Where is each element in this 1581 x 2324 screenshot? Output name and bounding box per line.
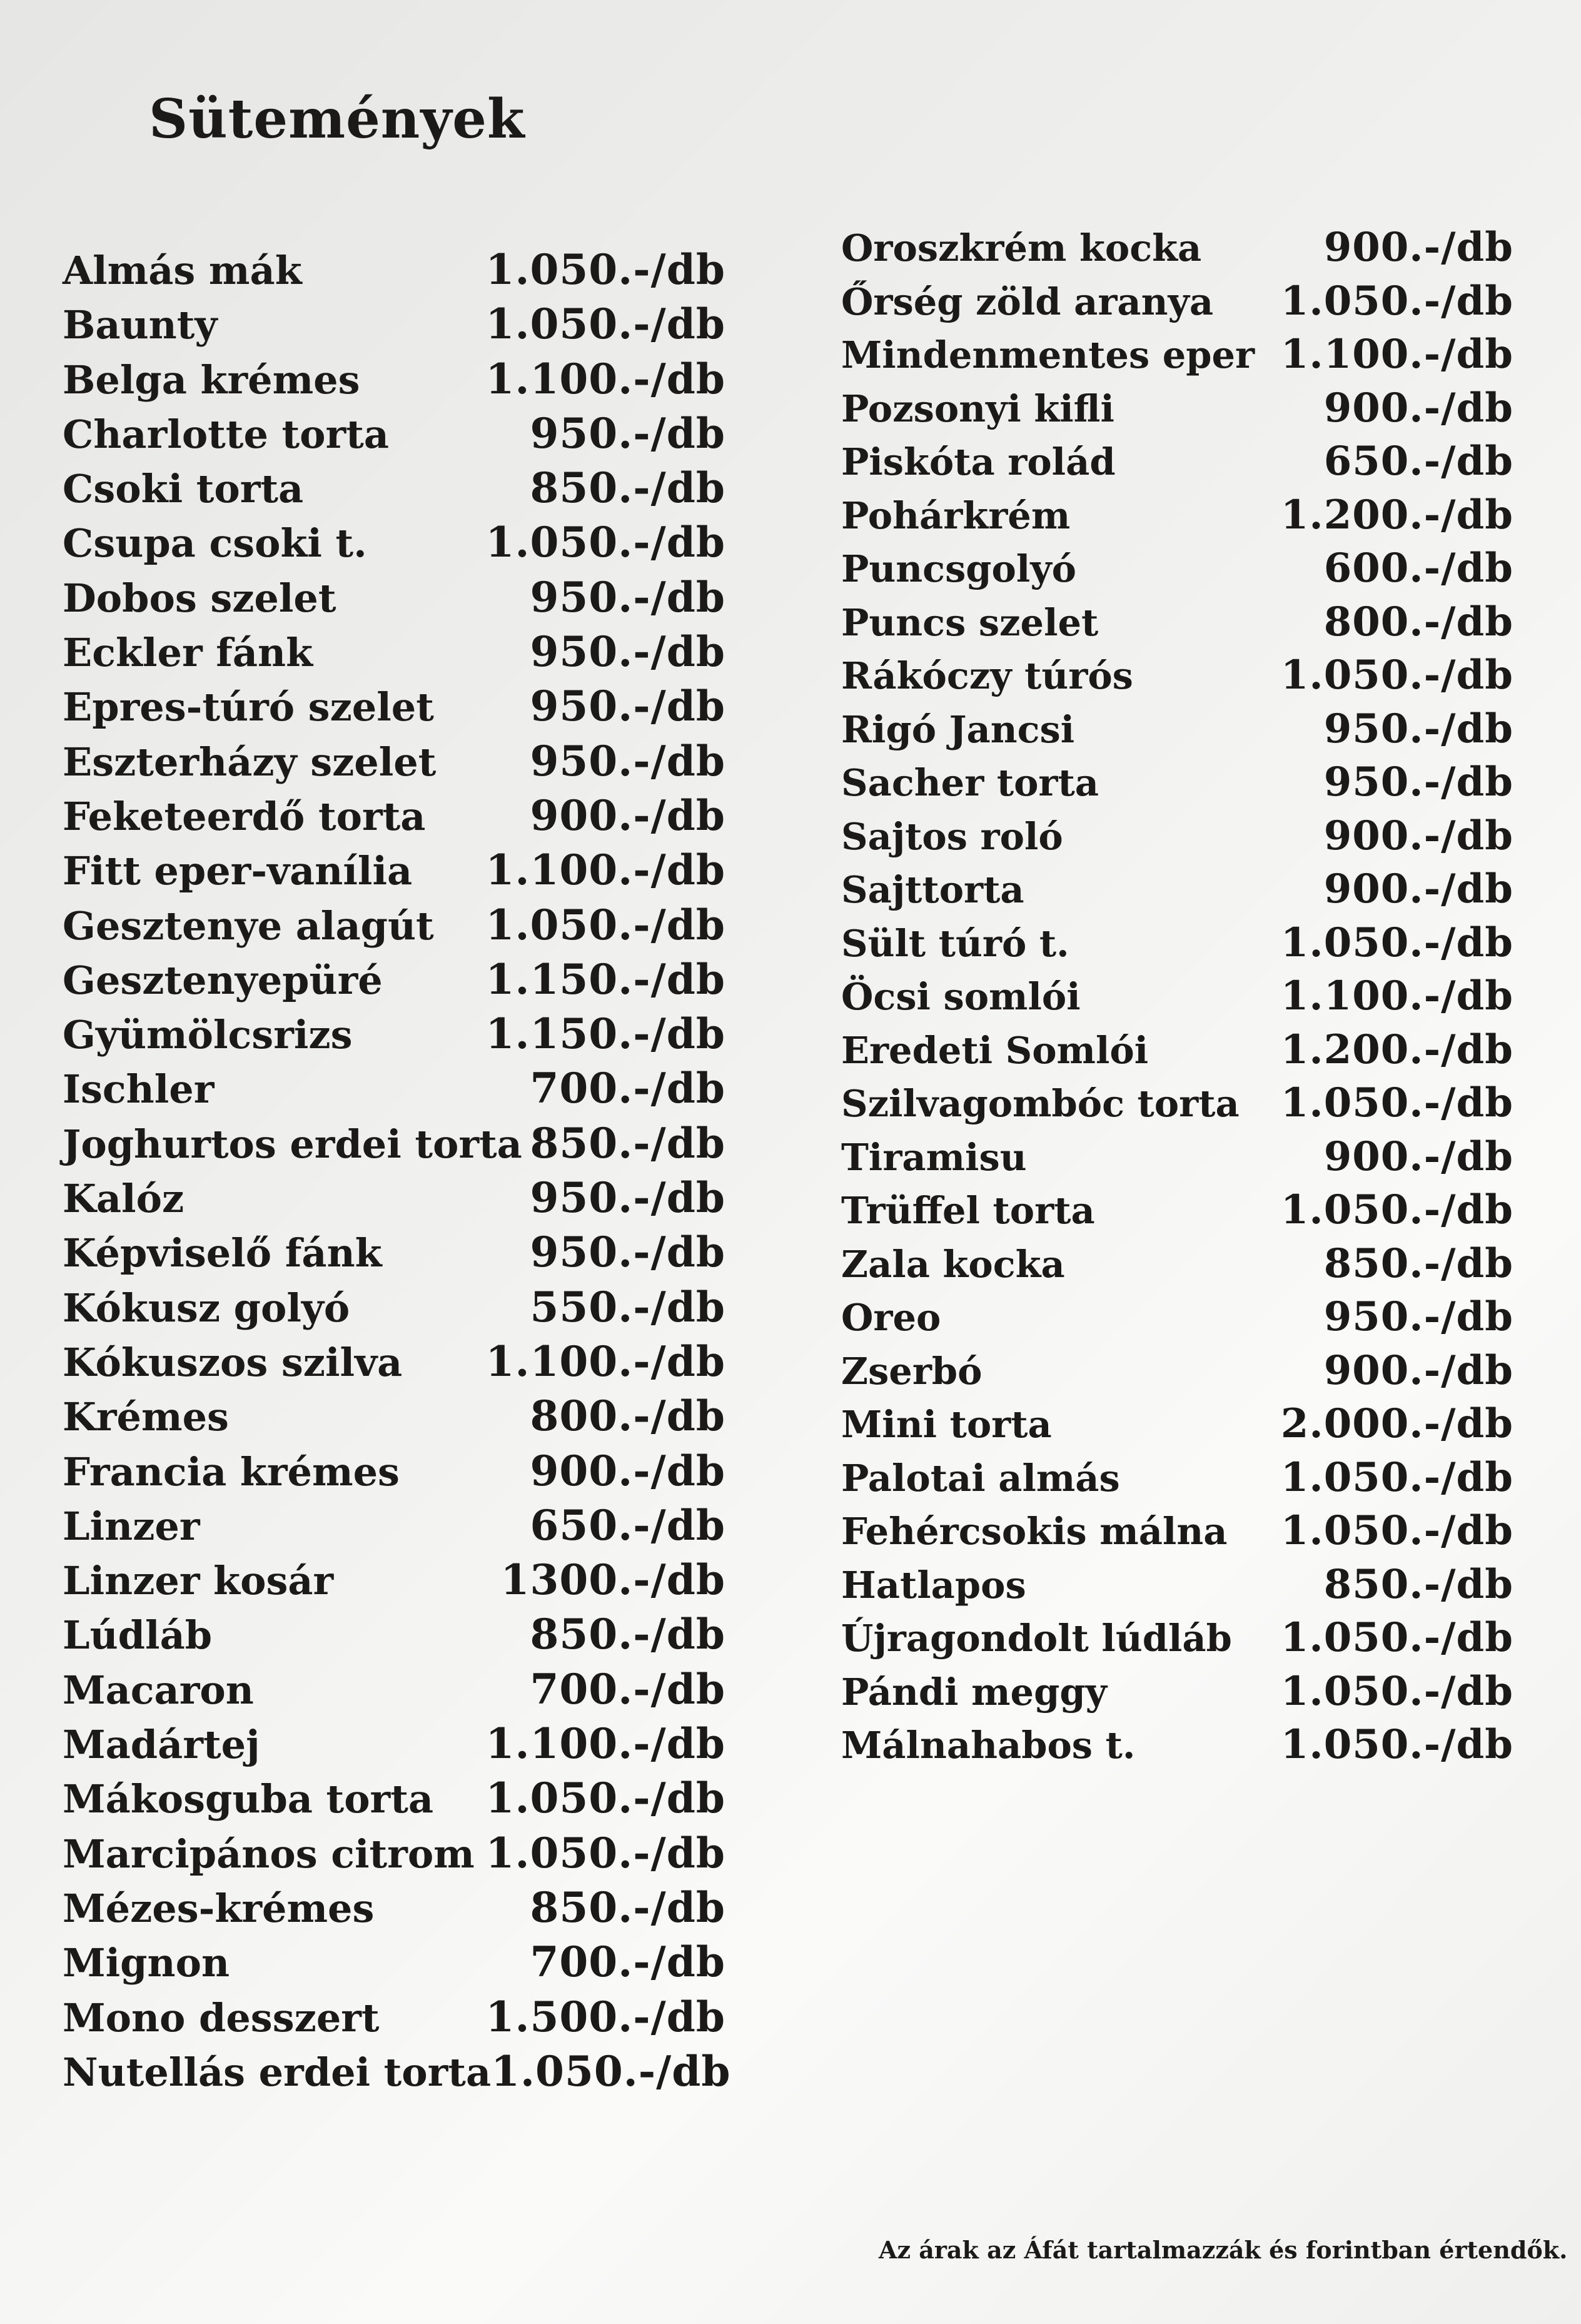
menu-item-price: 650.-/db xyxy=(1323,438,1513,485)
menu-item-price: 950.-/db xyxy=(1323,1293,1513,1340)
menu-item xyxy=(63,901,725,955)
menu-item xyxy=(63,518,725,572)
menu-item xyxy=(63,1993,725,2047)
menu-item xyxy=(63,355,725,409)
menu-item xyxy=(63,791,725,846)
menu-item xyxy=(841,1614,1513,1668)
menu-item xyxy=(63,409,725,463)
menu-item xyxy=(841,973,1513,1026)
menu-item-price: 900.-/db xyxy=(1323,1133,1513,1180)
menu-item-price: 950.-/db xyxy=(530,682,725,731)
menu-item xyxy=(841,1079,1513,1133)
menu-item xyxy=(841,652,1513,705)
menu-item-price: 950.-/db xyxy=(1323,705,1513,752)
menu-item-price: 900.-/db xyxy=(530,791,725,840)
menu-item xyxy=(63,1829,725,1883)
menu-item-name: Linzer xyxy=(63,1503,200,1549)
menu-item-name: Képviselő fánk xyxy=(63,1230,382,1276)
menu-item-price: 950.-/db xyxy=(530,1173,725,1223)
menu-item xyxy=(841,1293,1513,1347)
menu-item-name: Gesztenyepüré xyxy=(63,957,383,1003)
menu-item-name: Mákosguba torta xyxy=(63,1776,434,1822)
menu-item-name: Piskóta rolád xyxy=(841,440,1116,483)
menu-item-name: Palotai almás xyxy=(841,1456,1120,1500)
menu-item xyxy=(63,245,725,300)
menu-item-price: 850.-/db xyxy=(530,463,725,513)
menu-item xyxy=(63,1119,725,1173)
menu-item-price: 1.200.-/db xyxy=(1280,491,1513,538)
menu-item-price: 1.100.-/db xyxy=(485,1336,725,1386)
menu-item xyxy=(63,1228,725,1282)
menu-item-name: Pozsonyi kifli xyxy=(841,386,1114,430)
menu-item xyxy=(841,331,1513,385)
menu-item-name: Eredeti Somlói xyxy=(841,1028,1149,1072)
menu-item-name: Pohárkrém xyxy=(841,493,1071,537)
price-footnote: Az árak az Áfát tartalmazzák és forintban értendők. xyxy=(879,2236,1568,2264)
menu-item xyxy=(841,1454,1513,1508)
menu-item-name: Puncsgolyó xyxy=(841,547,1076,590)
menu-item-name: Baunty xyxy=(63,302,218,348)
menu-item xyxy=(63,1009,725,1064)
menu-item xyxy=(63,1883,725,1938)
menu-item-price: 900.-/db xyxy=(1323,812,1513,859)
menu-item-price: 800.-/db xyxy=(1323,598,1513,645)
menu-item-price: 850.-/db xyxy=(530,1610,725,1659)
menu-item xyxy=(63,1283,725,1337)
menu-item-price: 900.-/db xyxy=(1323,384,1513,432)
menu-item xyxy=(841,492,1513,545)
menu-item-price: 1.050.-/db xyxy=(485,245,725,294)
menu-item-price: 1.050.-/db xyxy=(485,1828,725,1877)
menu-item xyxy=(63,1555,725,1610)
menu-item xyxy=(841,224,1513,278)
menu-item xyxy=(63,1447,725,1501)
menu-item-price: 950.-/db xyxy=(530,736,725,786)
menu-item-price: 650.-/db xyxy=(530,1500,725,1550)
menu-item xyxy=(841,1347,1513,1401)
menu-item-name: Linzer kosár xyxy=(63,1558,334,1604)
menu-item xyxy=(841,919,1513,973)
menu-item-price: 850.-/db xyxy=(530,1118,725,1168)
menu-item-name: Pándi meggy xyxy=(841,1670,1107,1714)
menu-item xyxy=(841,759,1513,812)
menu-item-name: Sült túró t. xyxy=(841,921,1069,965)
menu-item xyxy=(63,737,725,791)
menu-item xyxy=(63,846,725,900)
menu-item-name: Oreo xyxy=(841,1296,941,1339)
menu-item-name: Macaron xyxy=(63,1667,254,1713)
menu-item xyxy=(841,705,1513,759)
menu-item-name: Francia krémes xyxy=(63,1448,400,1495)
menu-item-name: Krémes xyxy=(63,1394,229,1440)
menu-item-price: 1.100.-/db xyxy=(1280,331,1513,378)
menu-item xyxy=(63,2046,731,2101)
menu-item-price: 1.050.-/db xyxy=(1280,1186,1513,1233)
menu-item-price: 600.-/db xyxy=(1323,545,1513,592)
menu-item-name: Sajttorta xyxy=(841,868,1024,911)
menu-item-price: 1300.-/db xyxy=(500,1555,725,1605)
menu-item-price: 800.-/db xyxy=(530,1392,725,1441)
menu-item-price: 1.050.-/db xyxy=(485,900,725,949)
menu-item xyxy=(63,1392,725,1446)
menu-item-price: 900.-/db xyxy=(1323,224,1513,271)
menu-item xyxy=(841,385,1513,438)
menu-item-price: 850.-/db xyxy=(1323,1560,1513,1608)
menu-item xyxy=(63,1173,725,1228)
menu-item-price: 1.150.-/db xyxy=(485,954,725,1004)
menu-item-price: 1.050.-/db xyxy=(485,1774,725,1823)
menu-item xyxy=(63,1501,725,1555)
menu-item xyxy=(63,682,725,736)
menu-title: Sütemények xyxy=(149,88,525,151)
menu-item-name: Charlotte torta xyxy=(63,411,389,457)
menu-item-name: Eszterházy szelet xyxy=(63,739,437,785)
menu-item-price: 1.100.-/db xyxy=(485,846,725,895)
menu-item xyxy=(841,278,1513,331)
menu-item-price: 950.-/db xyxy=(530,408,725,458)
menu-item-price: 1.100.-/db xyxy=(485,1719,725,1769)
menu-item xyxy=(841,866,1513,919)
menu-item-name: Málnahabos t. xyxy=(841,1724,1136,1767)
menu-item-name: Gyümölcsrizs xyxy=(63,1012,353,1058)
menu-item xyxy=(841,1026,1513,1080)
menu-item-name: Belga krémes xyxy=(63,356,360,403)
menu-item-name: Trüffel torta xyxy=(841,1189,1095,1232)
menu-item-name: Őrség zöld aranya xyxy=(841,280,1214,323)
menu-item xyxy=(63,573,725,627)
menu-item xyxy=(63,1337,725,1392)
menu-item xyxy=(841,1186,1513,1240)
menu-item-name: Oroszkrém kocka xyxy=(841,226,1202,270)
menu-item-name: Újragondolt lúdláb xyxy=(841,1617,1232,1660)
menu-item-price: 1.050.-/db xyxy=(1280,1079,1513,1126)
menu-item-price: 1.050.-/db xyxy=(485,300,725,349)
menu-item-name: Almás mák xyxy=(63,248,302,293)
menu-item-name: Gesztenye alagút xyxy=(63,902,434,949)
menu-item-name: Mono desszert xyxy=(63,1994,380,2041)
menu-item-price: 900.-/db xyxy=(1323,866,1513,912)
menu-item-name: Joghurtos erdei torta xyxy=(63,1121,522,1167)
menu-column-right xyxy=(841,224,1513,1775)
menu-item-price: 550.-/db xyxy=(530,1282,725,1331)
menu-item-price: 950.-/db xyxy=(1323,759,1513,806)
menu-item-name: Hatlapos xyxy=(841,1563,1026,1607)
menu-item-price: 1.050.-/db xyxy=(1280,1507,1513,1554)
menu-item-name: Mini torta xyxy=(841,1403,1052,1446)
menu-item xyxy=(841,1400,1513,1454)
menu-item xyxy=(841,438,1513,492)
menu-item-price: 1.050.-/db xyxy=(1280,277,1513,325)
menu-item-name: Epres-túró szelet xyxy=(63,684,434,730)
menu-item xyxy=(841,1668,1513,1722)
menu-item-name: Zala kocka xyxy=(841,1242,1065,1286)
menu-item xyxy=(63,1719,725,1774)
menu-item-name: Zserbó xyxy=(841,1349,982,1393)
menu-item-price: 950.-/db xyxy=(530,627,725,677)
menu-item-name: Puncs szelet xyxy=(841,600,1099,644)
menu-item-price: 700.-/db xyxy=(530,1664,725,1714)
menu-item xyxy=(63,300,725,354)
menu-item-name: Tiramisu xyxy=(841,1135,1027,1179)
menu-item-price: 700.-/db xyxy=(530,1064,725,1113)
menu-item-name: Rigó Jancsi xyxy=(841,707,1075,751)
menu-item-price: 1.050.-/db xyxy=(1280,652,1513,699)
menu-item-price: 1.150.-/db xyxy=(485,1009,725,1059)
menu-item xyxy=(841,1240,1513,1294)
menu-item xyxy=(63,1064,725,1118)
menu-item-name: Madártej xyxy=(63,1722,260,1768)
menu-item-price: 1.100.-/db xyxy=(1280,973,1513,1019)
menu-item-name: Mignon xyxy=(63,1940,230,1986)
menu-item-price: 850.-/db xyxy=(1323,1240,1513,1287)
menu-item-price: 900.-/db xyxy=(530,1446,725,1495)
menu-item xyxy=(841,545,1513,599)
menu-item-name: Marcipános citrom xyxy=(63,1831,475,1877)
menu-item xyxy=(841,1133,1513,1187)
menu-item-name: Dobos szelet xyxy=(63,575,336,621)
menu-item-name: Kalóz xyxy=(63,1176,184,1222)
menu-item-name: Sajtos roló xyxy=(841,814,1063,858)
menu-item-name: Sacher torta xyxy=(841,761,1099,804)
menu-item-name: Nutellás erdei torta xyxy=(63,2049,492,2095)
menu-item xyxy=(841,1561,1513,1615)
menu-item-price: 700.-/db xyxy=(530,1938,725,1987)
menu-item-name: Ischler xyxy=(63,1066,215,1113)
menu-item xyxy=(63,1665,725,1719)
menu-item-price: 1.050.-/db xyxy=(1280,1667,1513,1715)
menu-item-price: 1.050.-/db xyxy=(1280,1453,1513,1501)
menu-column-left xyxy=(63,245,731,2101)
menu-item-name: Eckler fánk xyxy=(63,630,313,676)
menu-item xyxy=(841,1721,1513,1775)
menu-item xyxy=(841,1507,1513,1561)
menu-item xyxy=(63,627,725,682)
menu-item xyxy=(63,1774,725,1828)
menu-item-name: Csoki torta xyxy=(63,466,304,512)
menu-item-name: Csupa csoki t. xyxy=(63,520,367,567)
menu-item-name: Öcsi somlói xyxy=(841,975,1081,1018)
menu-item-price: 1.050.-/db xyxy=(485,518,725,567)
menu-item-price: 1.050.-/db xyxy=(1280,1614,1513,1661)
menu-item-price: 950.-/db xyxy=(530,572,725,622)
menu-item-name: Fehércsokis málna xyxy=(841,1510,1228,1553)
menu-item-name: Szilvagombóc torta xyxy=(841,1082,1240,1125)
menu-item-name: Rákóczy túrós xyxy=(841,654,1133,697)
menu-item-price: 1.500.-/db xyxy=(485,1992,725,2041)
menu-item xyxy=(63,1938,725,1992)
menu-item-price: 950.-/db xyxy=(530,1228,725,1277)
menu-item-name: Mézes-krémes xyxy=(63,1885,375,1931)
menu-item-price: 1.050.-/db xyxy=(1280,1721,1513,1768)
menu-item-price: 850.-/db xyxy=(530,1882,725,1932)
menu-item xyxy=(63,463,725,518)
menu-item xyxy=(841,599,1513,652)
menu-item-price: 2.000.-/db xyxy=(1280,1400,1513,1447)
menu-item-name: Lúdláb xyxy=(63,1612,213,1659)
menu-item-price: 1.050.-/db xyxy=(1280,919,1513,966)
menu-item-price: 1.100.-/db xyxy=(485,354,725,403)
menu-item-price: 1.200.-/db xyxy=(1280,1026,1513,1073)
menu-item-name: Fitt eper-vanília xyxy=(63,848,413,894)
menu-item-name: Mindenmentes eper xyxy=(841,333,1255,376)
menu-item xyxy=(63,1610,725,1664)
menu-item xyxy=(63,955,725,1009)
menu-item-price: 1.050.-/db xyxy=(491,2046,731,2096)
menu-item-name: Kókuszos szilva xyxy=(63,1339,403,1385)
menu-item-name: Kókusz golyó xyxy=(63,1285,350,1331)
menu-item-price: 900.-/db xyxy=(1323,1346,1513,1394)
menu-item xyxy=(841,812,1513,866)
menu-item-name: Feketeerdő torta xyxy=(63,793,426,839)
